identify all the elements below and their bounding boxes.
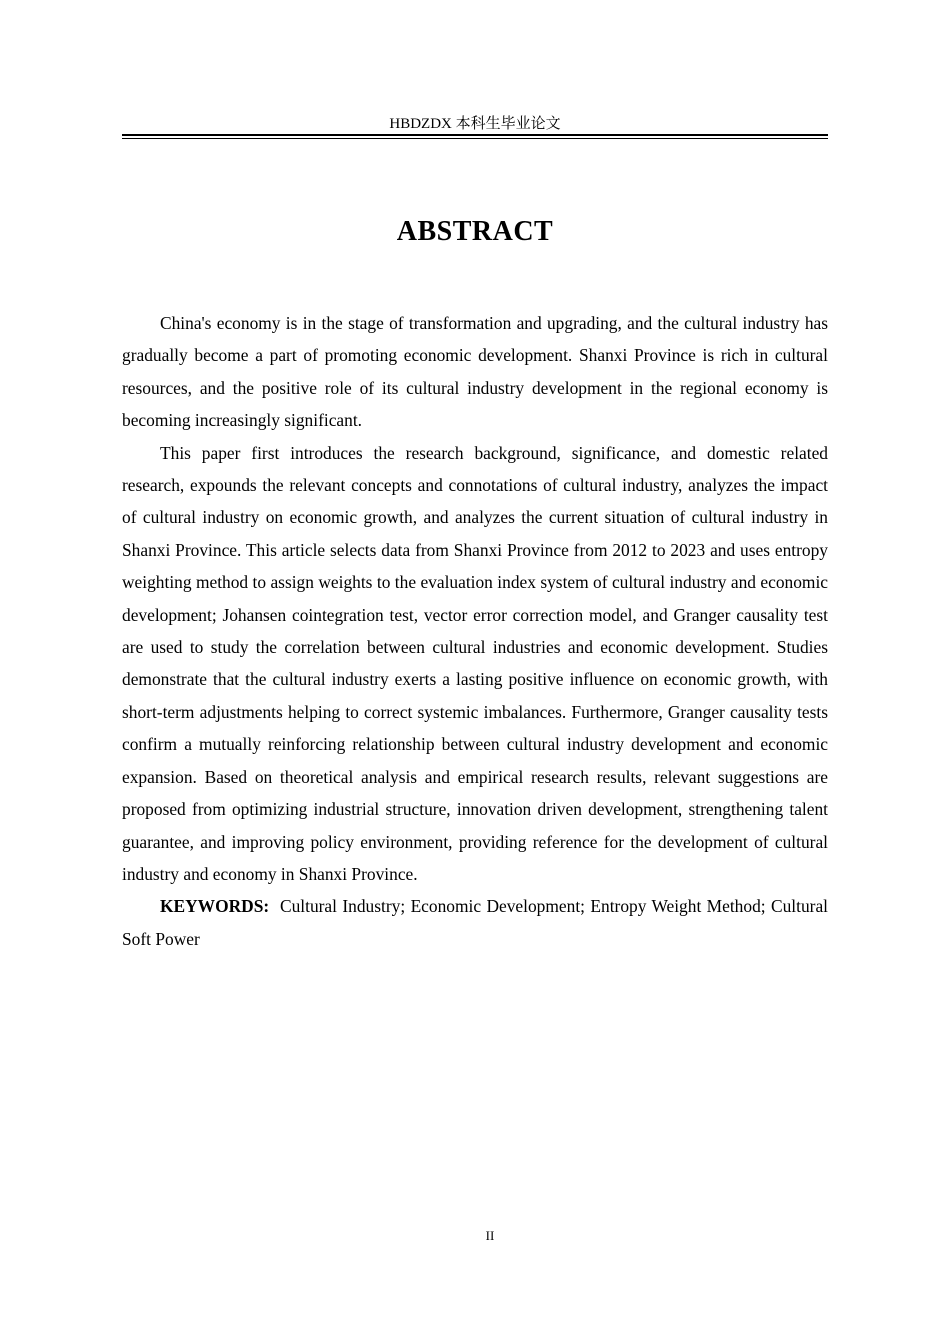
abstract-paragraph-2: This paper first introduces the research background, significance, and domestic related research, expounds the relevant concepts and connotations of cultural industry, analyzes the impact of cultural industry on economic growth, and analyzes the current situation of cultural industry in Shanxi Province. This article selects data from Shanxi Province from 2012 to 2023 and uses entropy weighting method to assign weights to the evaluation index system of cultural industry and economic development; Johansen cointegration test, vector error correction model, and Granger causality test are used to study the correlation between cultural industries and economic development. Studies demonstrate that the cultural industry exerts a lasting positive influence on economic growth, with short-term adjustments helping to correct systemic imbalances. Furthermore, Granger causality tests confirm a mutually reinforcing relationship between cultural industry development and economic expansion. Based on theoretical analysis and empirical research results, relevant suggestions are proposed from optimizing industrial structure, innovation driven development, strengthening talent guarantee, and improving policy environment, providing reference for the development of cultural industry and economy in Shanxi Province. [122,442,828,884]
running-header: HBDZDX 本科生毕业论文 [389,116,561,132]
abstract-paragraph-1: China's economy is in the stage of transformation and upgrading, and the cultural industry has gradually become a part of promoting economic development. Shanxi Province is rich in cultural resources, and the positive role of its cultural industry development in the regional economy is becoming increasingly significant. [122,313,828,431]
keywords-label: KEYWORDS: [160,896,270,917]
header-rule-thin [122,138,828,139]
abstract-body [122,307,828,955]
keywords-text: Cultural Industry; Economic Development; Entropy Weight Method; Cultural Soft Power [122,896,828,949]
keywords-paragraph [122,890,828,955]
header-rule-thick [122,134,828,136]
page-number: II [485,1228,495,1243]
abstract-title: ABSTRACT [396,216,554,247]
